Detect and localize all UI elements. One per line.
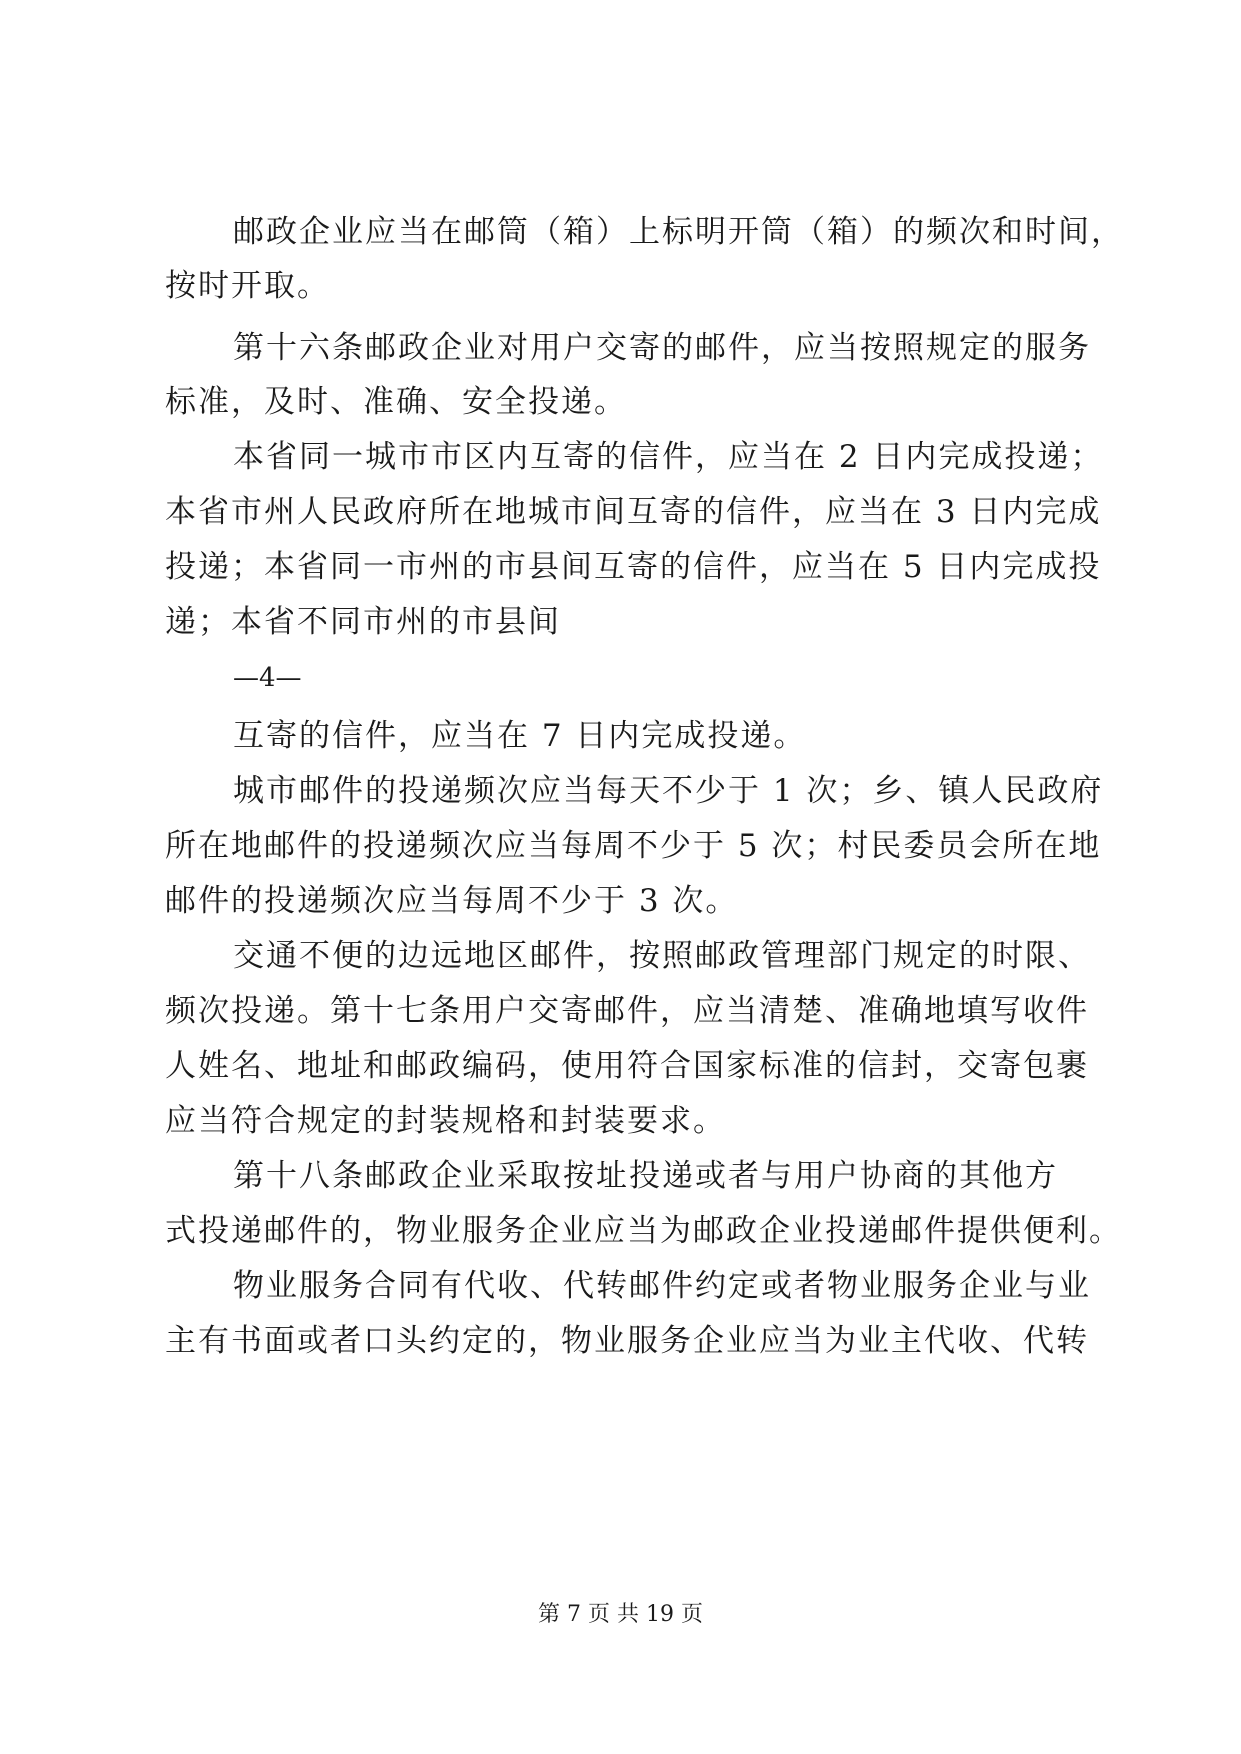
page-footer: 第 7 页 共 19 页 bbox=[538, 1602, 703, 1627]
paragraph-line: 第十六条邮政企业对用户交寄的邮件，应当按照规定的服务 bbox=[233, 330, 1091, 366]
paragraph-line: 所在地邮件的投递频次应当每周不少于 5 次；村民委员会所在地 bbox=[165, 828, 1102, 864]
paragraph-line: 互寄的信件，应当在 7 日内完成投递。 bbox=[233, 718, 807, 754]
paragraph-line: 按时开取。 bbox=[165, 268, 330, 304]
paragraph-line: 交通不便的边远地区邮件，按照邮政管理部门规定的时限、 bbox=[233, 938, 1091, 974]
paragraph-line: 频次投递。第十七条用户交寄邮件，应当清楚、准确地填写收件 bbox=[165, 993, 1089, 1029]
paragraph-line: 主有书面或者口头约定的，物业服务企业应当为业主代收、代转 bbox=[165, 1323, 1089, 1359]
paragraph-line: 邮政企业应当在邮筒（箱）上标明开筒（箱）的频次和时间， bbox=[233, 214, 1124, 250]
paragraph-line: 标准，及时、准确、安全投递。 bbox=[165, 384, 627, 420]
paragraph-line: 投递；本省同一市州的市县间互寄的信件，应当在 5 日内完成投 bbox=[165, 549, 1102, 585]
paragraph-line: 应当符合规定的封装规格和封装要求。 bbox=[165, 1103, 726, 1139]
paragraph-line: 邮件的投递频次应当每周不少于 3 次。 bbox=[165, 883, 739, 919]
paragraph-line: 本省市州人民政府所在地城市间互寄的信件，应当在 3 日内完成 bbox=[165, 494, 1102, 530]
paragraph-line: 本省同一城市市区内互寄的信件，应当在 2 日内完成投递； bbox=[233, 439, 1104, 475]
page-marker: —4— bbox=[233, 663, 302, 693]
paragraph-line: 递；本省不同市州的市县间 bbox=[165, 604, 561, 640]
paragraph-line: 式投递邮件的，物业服务企业应当为邮政企业投递邮件提供便利。 bbox=[165, 1213, 1122, 1249]
paragraph-line: 第十八条邮政企业采取按址投递或者与用户协商的其他方 bbox=[233, 1158, 1058, 1194]
paragraph-line: 城市邮件的投递频次应当每天不少于 1 次；乡、镇人民政府 bbox=[233, 773, 1104, 809]
paragraph-line: 人姓名、地址和邮政编码，使用符合国家标准的信封，交寄包裹 bbox=[165, 1048, 1089, 1084]
paragraph-line: 物业服务合同有代收、代转邮件约定或者物业服务企业与业 bbox=[233, 1268, 1091, 1304]
